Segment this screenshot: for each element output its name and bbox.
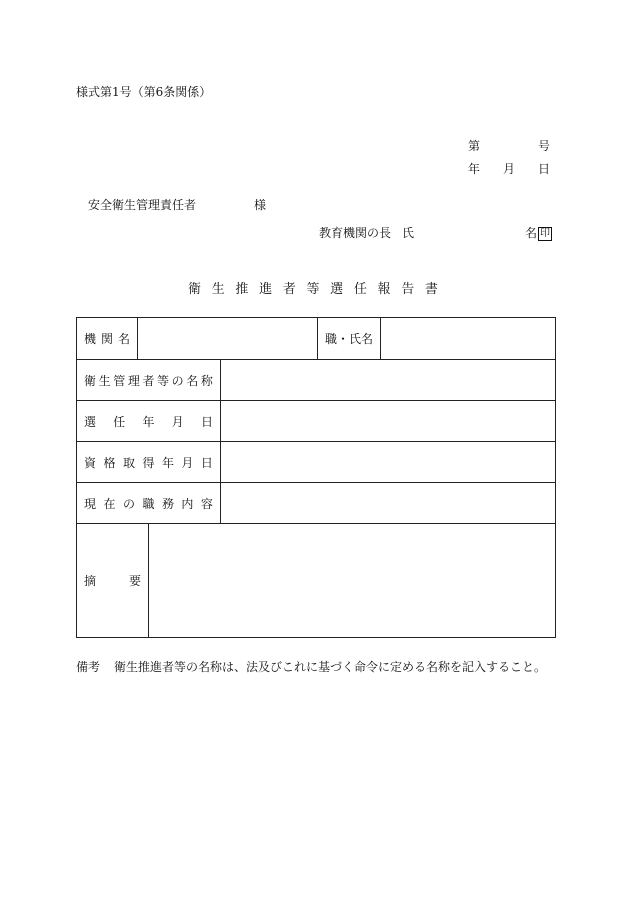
remarks-label: 備考 xyxy=(76,660,101,674)
form-number: 様式第1号（第6条関係） xyxy=(76,85,212,99)
remarks xyxy=(76,660,546,674)
label-char: 在 xyxy=(103,497,116,511)
title-char: 書 xyxy=(424,282,438,297)
label-char: 務 xyxy=(161,497,174,511)
label-char: 名 xyxy=(117,332,130,346)
label-char: 現 xyxy=(84,497,97,511)
appointment-date-label xyxy=(77,401,220,442)
label-char: 日 xyxy=(200,415,213,429)
label-char: 日 xyxy=(200,456,213,470)
table-row xyxy=(77,482,555,524)
sender-name-end-text: 名 xyxy=(525,226,538,240)
manager-title-field[interactable] xyxy=(220,360,555,401)
doc-number-prefix: 第 xyxy=(468,139,481,153)
label-char: 年 xyxy=(161,456,174,470)
institution-name-label xyxy=(77,318,137,359)
title-char: 任 xyxy=(353,282,367,297)
summary-label xyxy=(77,524,148,637)
report-form-table xyxy=(76,317,556,638)
title-char: 選 xyxy=(330,282,344,297)
title-char: 衛 xyxy=(188,282,202,297)
label-char: 要 xyxy=(128,574,141,588)
label-char: の xyxy=(122,497,135,511)
summary-field[interactable] xyxy=(148,524,555,637)
label-char: 関 xyxy=(100,332,113,346)
label-char: 称 xyxy=(200,374,213,388)
sender-name-end xyxy=(525,226,552,241)
table-row xyxy=(77,359,555,401)
label-char: 年 xyxy=(142,415,155,429)
addressee-title: 安全衛生管理責任者 xyxy=(88,198,197,212)
label-char: 取 xyxy=(122,456,135,470)
label-char: 月 xyxy=(171,415,184,429)
label-char: 職 xyxy=(142,497,155,511)
position-name-label: 職・氏名 xyxy=(317,318,380,359)
table-row xyxy=(77,318,555,359)
remarks-text: 衛生推進者等の名称は、法及びこれに基づく命令に定める名称を記入すること。 xyxy=(114,660,547,674)
label-char: 等 xyxy=(157,374,170,388)
label-char: の xyxy=(171,374,184,388)
title-char: 等 xyxy=(306,282,320,297)
label-char: 名 xyxy=(186,374,199,388)
current-duties-field[interactable] xyxy=(220,483,555,524)
current-duties-label xyxy=(77,483,220,524)
qualification-date-label xyxy=(77,442,220,483)
date-year: 年 xyxy=(468,162,481,176)
qualification-date-field[interactable] xyxy=(220,442,555,483)
addressee-honorific: 様 xyxy=(254,198,267,212)
manager-title-label xyxy=(77,360,220,401)
document-number xyxy=(468,139,550,153)
title-char: 報 xyxy=(377,282,391,297)
table-row xyxy=(77,400,555,442)
sender-org: 教育機関の長 xyxy=(319,226,392,240)
label-char: 選 xyxy=(84,415,97,429)
title-char: 推 xyxy=(235,282,249,297)
date-day: 日 xyxy=(537,162,550,176)
label-char: 摘 xyxy=(84,574,97,588)
label-char: 格 xyxy=(103,456,116,470)
label-char: 者 xyxy=(142,374,155,388)
label-char: 生 xyxy=(98,374,111,388)
label-char: 管 xyxy=(113,374,126,388)
label-char: 理 xyxy=(127,374,140,388)
label-char: 容 xyxy=(200,497,213,511)
label-char: 内 xyxy=(181,497,194,511)
table-row xyxy=(77,441,555,483)
document-title xyxy=(188,283,438,297)
label-char: 月 xyxy=(181,456,194,470)
document-date xyxy=(468,162,550,176)
position-name-field[interactable] xyxy=(380,318,555,359)
label-char: 任 xyxy=(113,415,126,429)
seal-mark: 印 xyxy=(540,227,551,239)
date-month: 月 xyxy=(502,162,515,176)
title-char: 者 xyxy=(282,282,296,297)
title-char: 進 xyxy=(259,282,273,297)
appointment-date-field[interactable] xyxy=(220,401,555,442)
institution-name-field[interactable] xyxy=(137,318,317,359)
table-row xyxy=(77,523,555,637)
doc-number-suffix: 号 xyxy=(537,139,550,153)
title-char: 生 xyxy=(211,282,225,297)
label-char: 資 xyxy=(84,456,97,470)
label-char: 衛 xyxy=(84,374,97,388)
title-char: 告 xyxy=(401,282,415,297)
label-char: 機 xyxy=(84,332,97,346)
sender-name-label: 氏 xyxy=(402,226,415,240)
label-char: 得 xyxy=(142,456,155,470)
